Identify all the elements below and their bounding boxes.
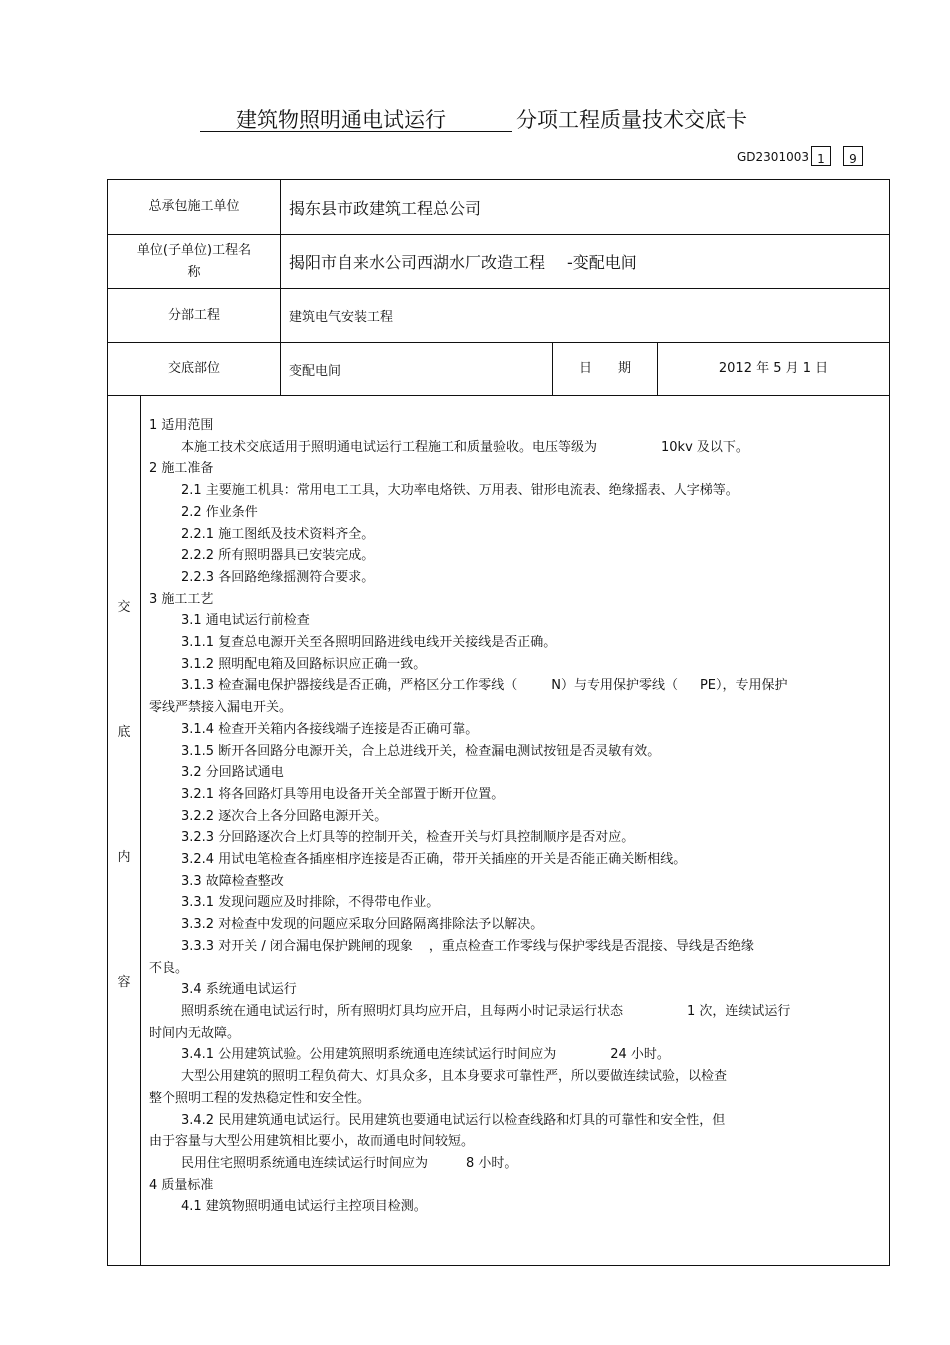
content-line: 3.2.4 用试电笔检查各插座相序连接是否正确，带开关插座的开关是否能正确关断相线。	[181, 852, 687, 868]
content-line: 3.2.1 将各回路灯具等用电设备开关全部置于断开位置。	[181, 786, 505, 802]
content-line: 零线严禁接入漏电开关。	[149, 700, 293, 716]
title-suffix: 分项工程质量技术交底卡	[516, 108, 747, 132]
content-line: 整个照明工程的发热稳定性和安全性。	[149, 1090, 371, 1106]
content-line: 照明系统在通电试运行时，所有照明灯具均应开启，且每两小时记录运行状态 1 次，连续试运行	[181, 1003, 791, 1019]
row-unit	[108, 235, 890, 289]
content-line: 2.2.1 施工图纸及技术资料齐全。	[181, 526, 375, 542]
document-code	[737, 146, 863, 166]
content-line: 4.1 建筑物照明通电试运行主控项目检测。	[181, 1199, 427, 1215]
row-contractor	[108, 180, 890, 235]
content-line: 不良。	[149, 960, 189, 976]
location-label: 交底部位	[108, 343, 281, 396]
content-line: 3.1.2 照明配电箱及回路标识应正确一致。	[181, 656, 427, 672]
content-line: 时间内无故障。	[149, 1025, 241, 1041]
content-line: 大型公用建筑的照明工程负荷大、灯具众多，且本身要求可靠性严，所以要做连续试验，以检查	[181, 1069, 728, 1085]
content-line: 1 适用范围	[149, 418, 214, 433]
date-value: 2012 年 5 月 1 日	[658, 343, 890, 396]
row-location	[108, 343, 890, 396]
unit-value	[281, 235, 890, 289]
date-label: 日 期	[553, 343, 658, 396]
unit-value-b: -变配电间	[567, 253, 637, 272]
row-division	[108, 289, 890, 343]
content-line: 2 施工准备	[149, 461, 214, 477]
division-label: 分部工程	[108, 289, 281, 343]
vertical-char-1: 交	[117, 600, 131, 615]
content-line: 2.2 作业条件	[181, 504, 258, 520]
briefing-content	[141, 396, 890, 1266]
contractor-value: 揭东县市政建筑工程总公司	[281, 180, 890, 235]
code-box-2: 9	[843, 146, 863, 166]
content-line: 3.4.1 公用建筑试验。公用建筑照明系统通电连续试运行时间应为 24 小时。	[181, 1047, 670, 1063]
content-line: 3.1.5 断开各回路分电源开关，合上总进线开关，检查漏电测试按钮是否灵敏有效。	[181, 743, 661, 759]
content-line: 3.1 通电试运行前检查	[181, 613, 310, 629]
content-line: 民用住宅照明系统通电连续试运行时间应为 8 小时。	[181, 1155, 518, 1171]
content-line: 3.3.3 对开关 / 闭合漏电保护跳闸的现象 ，重点检查工作零线与保护零线是否混接、导线是否绝缘	[181, 938, 754, 954]
content-line: 4 质量标准	[149, 1177, 214, 1193]
vertical-char-3: 内	[117, 850, 131, 865]
content-line: 3.3.2 对检查中发现的问题应采取分回路隔离排除法予以解决。	[181, 917, 544, 933]
vertical-char-4: 容	[117, 975, 131, 990]
contractor-label: 总承包施工单位	[108, 180, 281, 235]
content-line: 3.3 故障检查整改	[181, 873, 284, 889]
content-line: 3.1.4 检查开关箱内各接线端子连接是否正确可靠。	[181, 721, 479, 737]
unit-label-line2: 称	[187, 264, 201, 280]
row-content	[108, 396, 890, 1266]
content-line: 3.3.1 发现问题应及时排除，不得带电作业。	[181, 895, 440, 911]
content-line: 本施工技术交底适用于照明通电试运行工程施工和质量验收。电压等级为 10kv 及以下。	[181, 439, 749, 455]
code-box-1: 1	[811, 146, 831, 166]
title-fill-in: 建筑物照明通电试运行	[236, 108, 446, 132]
content-line: 由于容量与大型公用建筑相比要小，故而通电时间较短。	[149, 1134, 475, 1150]
content-line: 3.2.2 逐次合上各分回路电源开关。	[181, 808, 388, 824]
vertical-char-2: 底	[117, 725, 131, 740]
unit-label	[108, 235, 281, 289]
division-value: 建筑电气安装工程	[281, 289, 890, 343]
unit-label-line1: 单位(子单位)工程名	[136, 242, 252, 258]
content-line: 2.2.3 各回路绝缘摇测符合要求。	[181, 569, 375, 585]
content-line: 3.2 分回路试通电	[181, 765, 284, 781]
code-prefix: GD2301003	[737, 150, 809, 164]
content-line: 3.2.3 分回路逐次合上灯具等的控制开关，检查开关与灯具控制顺序是否对应。	[181, 830, 635, 846]
content-line: 3 施工工艺	[149, 591, 214, 607]
unit-value-a: 揭阳市自来水公司西湖水厂改造工程	[289, 253, 546, 272]
content-line: 3.1.3 检查漏电保护器接线是否正确，严格区分工作零线（ N）与专用保护零线（ PE），专用保护	[181, 678, 788, 694]
location-value: 变配电间	[281, 343, 553, 396]
content-vertical-label	[108, 396, 141, 1266]
content-line: 2.1 主要施工机具：常用电工工具，大功率电烙铁、万用表、钳形电流表、绝缘摇表、人字梯等。	[181, 483, 739, 499]
briefing-table	[107, 179, 890, 1266]
content-line: 2.2.2 所有照明器具已安装完成。	[181, 548, 375, 564]
content-line: 3.4.2 民用建筑通电试运行。民用建筑也要通电试运行以检查线路和灯具的可靠性和安全性，但	[181, 1112, 726, 1128]
content-line: 3.4 系统通电试运行	[181, 982, 297, 998]
content-line: 3.1.1 复查总电源开关至各照明回路进线电线开关接线是否正确。	[181, 635, 557, 651]
